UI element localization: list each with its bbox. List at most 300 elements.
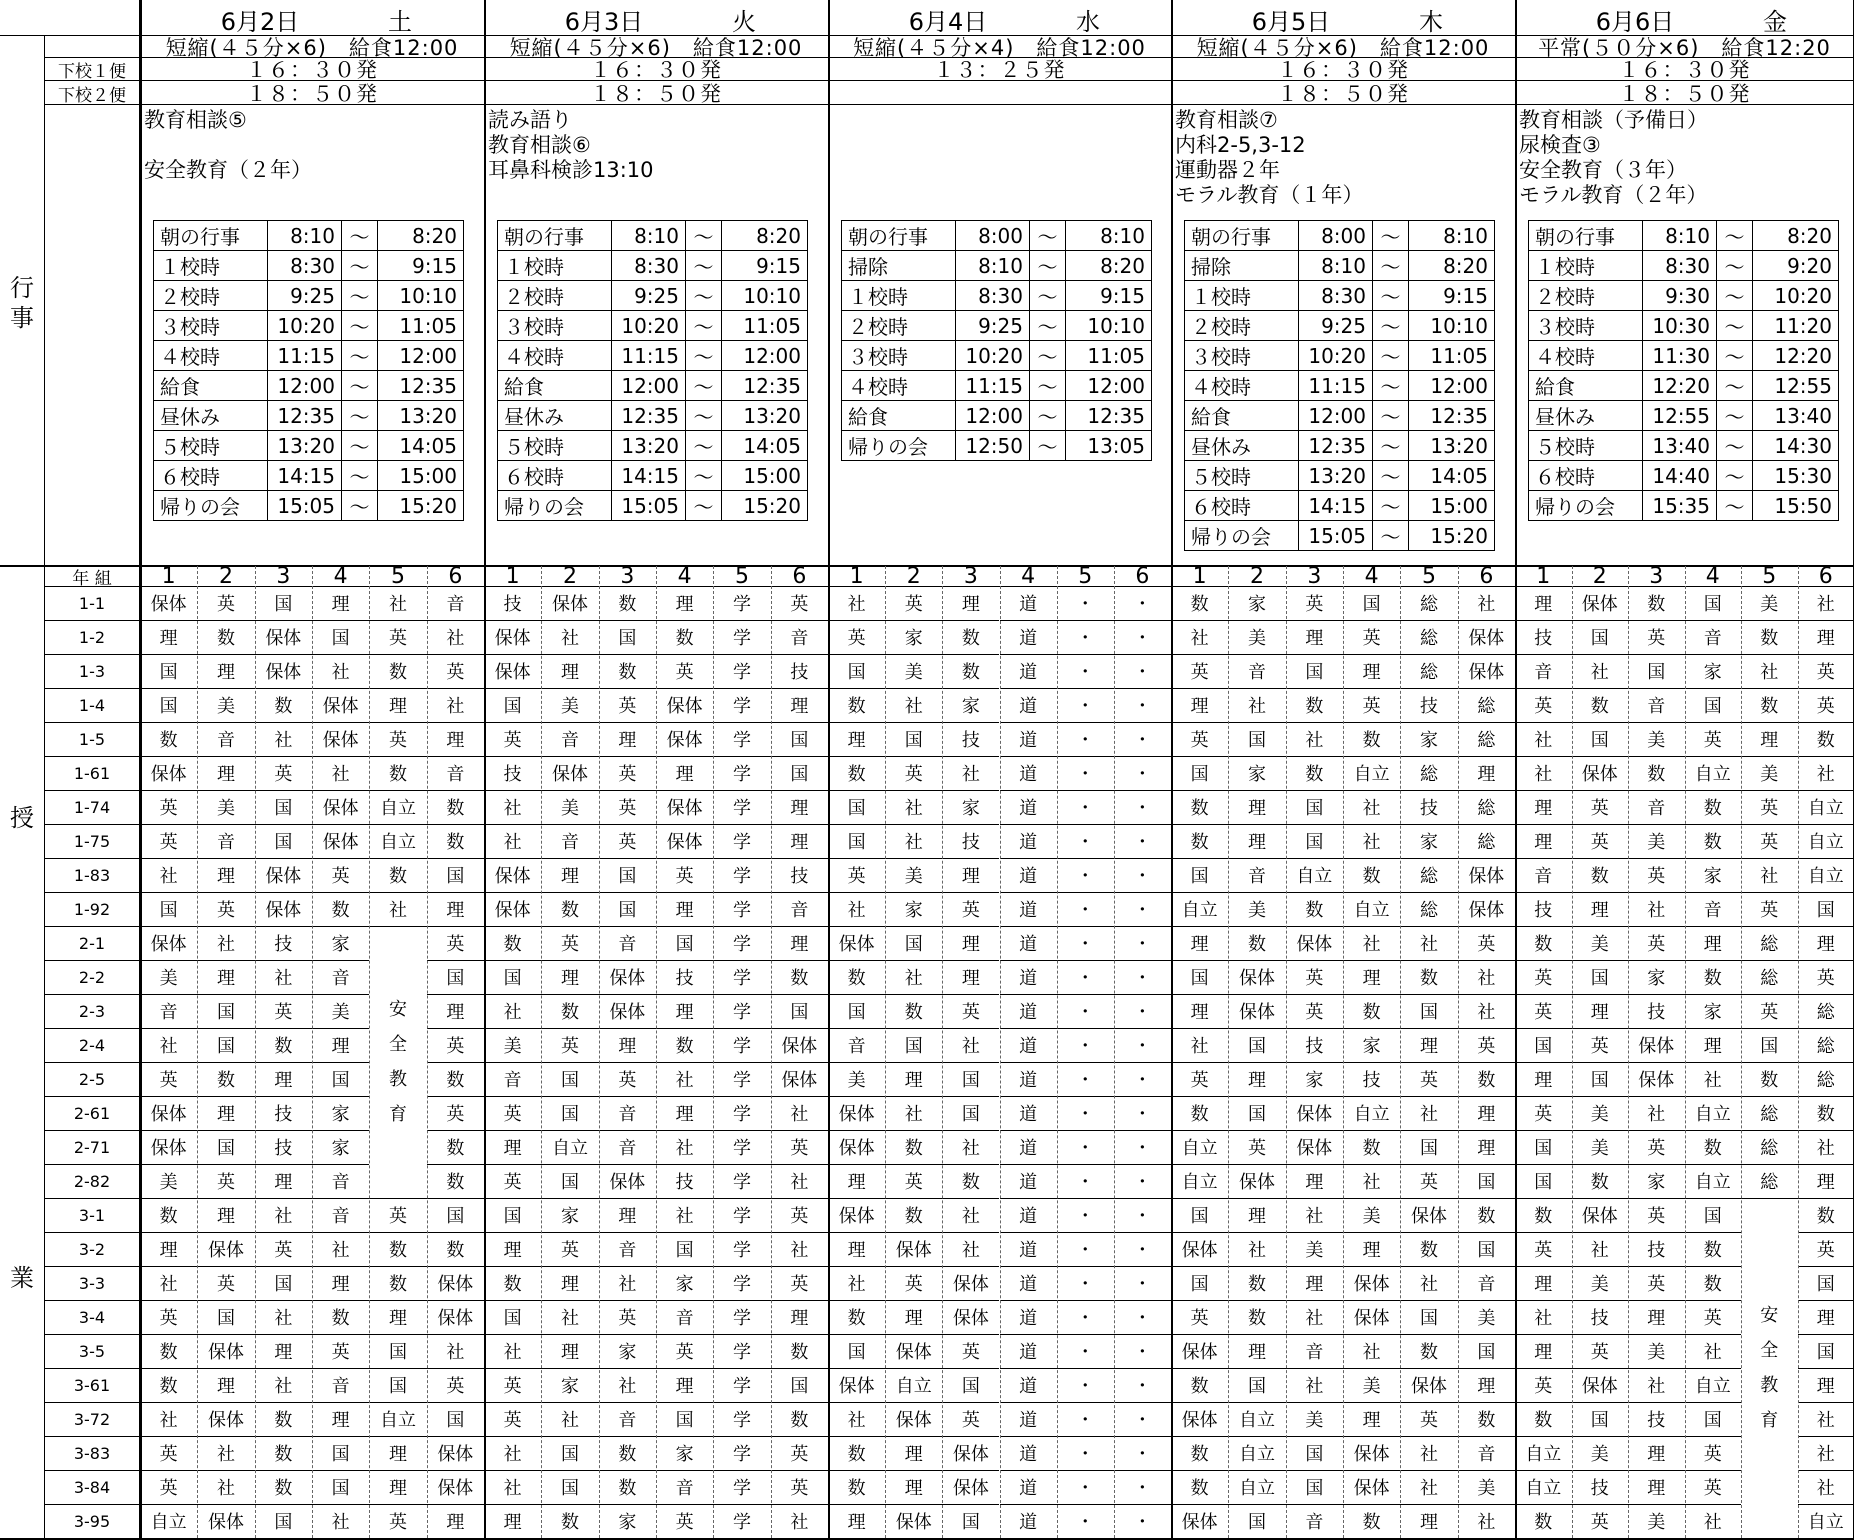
subject-cell: 数 xyxy=(484,926,541,960)
subject-cell: 国 xyxy=(1798,1334,1854,1368)
subject-cell: 保体 xyxy=(312,790,369,824)
h-rule xyxy=(140,1198,197,1199)
h-rule xyxy=(1171,756,1228,757)
subject-cell: ・ xyxy=(1114,1096,1171,1130)
subject-cell: 国 xyxy=(1515,1028,1572,1062)
h-rule xyxy=(599,1470,656,1471)
h-rule xyxy=(1458,1334,1515,1335)
subject-cell: 社 xyxy=(255,722,312,756)
h-rule xyxy=(771,722,828,723)
subject-cell: 音 xyxy=(1685,620,1742,654)
schedule-end: 13:20 xyxy=(722,401,808,431)
subject-cell: 国 xyxy=(369,1334,426,1368)
h-rule xyxy=(1343,1232,1400,1233)
subject-cell: 社 xyxy=(1228,1232,1285,1266)
schedule-end: 14:05 xyxy=(722,431,808,461)
subject-cell: 保体 xyxy=(140,1130,197,1164)
h-rule xyxy=(713,1504,770,1505)
subject-cell: 数 xyxy=(1343,722,1400,756)
subject-cell: 国 xyxy=(1171,960,1228,994)
subject-cell: 美 xyxy=(1343,1198,1400,1232)
h-rule xyxy=(1171,620,1228,621)
h-rule xyxy=(312,654,369,655)
day-bus-1: １６：３０発 xyxy=(484,58,828,80)
subject-cell: 社 xyxy=(1400,1436,1457,1470)
h-rule xyxy=(0,565,1854,567)
subject-cell: 英 xyxy=(541,1232,598,1266)
h-rule xyxy=(1798,1232,1854,1233)
period-header: 1 xyxy=(828,566,885,586)
h-rule xyxy=(1515,790,1572,791)
h-rule xyxy=(1114,824,1171,825)
schedule-end: 13:05 xyxy=(1066,431,1152,461)
subject-cell: 美 xyxy=(828,1062,885,1096)
schedule-start: 8:30 xyxy=(1643,251,1717,281)
h-rule xyxy=(1286,688,1343,689)
h-rule xyxy=(541,790,598,791)
h-rule xyxy=(656,1164,713,1165)
h-rule xyxy=(885,1232,942,1233)
subject-cell: 理 xyxy=(1515,586,1572,620)
schedule-label: 給食 xyxy=(1185,401,1299,431)
schedule-label: 帰りの会 xyxy=(842,431,956,461)
subject-cell: 数 xyxy=(1458,1402,1515,1436)
class-label: 2-5 xyxy=(45,1062,139,1096)
h-rule xyxy=(1228,790,1285,791)
h-rule xyxy=(1628,688,1685,689)
schedule-tilde: 〜 xyxy=(342,491,378,521)
class-label: 1-2 xyxy=(45,620,139,654)
schedule-tilde: 〜 xyxy=(686,371,722,401)
h-rule xyxy=(44,1028,139,1029)
h-rule xyxy=(1515,824,1572,825)
h-rule xyxy=(197,1470,254,1471)
subject-cell: 英 xyxy=(599,1300,656,1334)
subject-cell: 英 xyxy=(140,790,197,824)
subject-cell: 技 xyxy=(1400,790,1457,824)
subject-cell: 保体 xyxy=(656,824,713,858)
subject-cell: ・ xyxy=(1057,1232,1114,1266)
h-rule xyxy=(1628,1334,1685,1335)
h-rule xyxy=(369,824,426,825)
subject-cell: 技 xyxy=(942,824,999,858)
h-rule xyxy=(828,756,885,757)
h-rule xyxy=(1798,824,1854,825)
subject-cell: 理 xyxy=(828,1164,885,1198)
schedule-start: 12:00 xyxy=(1299,401,1373,431)
subject-cell: 理 xyxy=(541,960,598,994)
subject-cell: 自立 xyxy=(1798,790,1854,824)
schedule-row xyxy=(842,281,1152,311)
h-rule xyxy=(541,824,598,825)
class-label: 1-83 xyxy=(45,858,139,892)
subject-cell: 保体 xyxy=(255,620,312,654)
subject-cell: 理 xyxy=(1343,654,1400,688)
h-rule xyxy=(140,892,197,893)
h-rule xyxy=(1400,858,1457,859)
h-rule xyxy=(828,1436,885,1437)
schedule-label: １校時 xyxy=(1529,251,1643,281)
v-rule xyxy=(541,566,542,1538)
subject-cell: 音 xyxy=(541,722,598,756)
class-label: 2-61 xyxy=(45,1096,139,1130)
h-rule xyxy=(885,1436,942,1437)
period-header: 3 xyxy=(255,566,312,586)
subject-cell: 道 xyxy=(1000,892,1057,926)
subject-cell: 数 xyxy=(828,1300,885,1334)
subject-cell: 英 xyxy=(885,1266,942,1300)
h-rule xyxy=(140,1130,197,1131)
subject-cell: 美 xyxy=(1741,586,1798,620)
h-rule xyxy=(1458,722,1515,723)
h-rule xyxy=(599,1198,656,1199)
schedule-label: 給食 xyxy=(1529,371,1643,401)
h-rule xyxy=(1343,1130,1400,1131)
subject-cell: 音 xyxy=(1515,654,1572,688)
h-rule xyxy=(1114,960,1171,961)
schedule-end: 15:20 xyxy=(378,491,464,521)
v-rule xyxy=(255,566,256,1538)
subject-cell: 数 xyxy=(1171,1368,1228,1402)
schedule-tilde: 〜 xyxy=(342,371,378,401)
h-rule xyxy=(197,722,254,723)
h-rule xyxy=(541,1436,598,1437)
h-rule xyxy=(1741,892,1798,893)
h-rule xyxy=(1000,688,1057,689)
subject-cell: 理 xyxy=(1798,620,1854,654)
subject-cell: 家 xyxy=(656,1436,713,1470)
subject-cell: 国 xyxy=(484,1300,541,1334)
h-rule xyxy=(427,1504,484,1505)
h-rule xyxy=(1458,994,1515,995)
h-rule xyxy=(312,1028,369,1029)
h-rule xyxy=(197,1300,254,1301)
h-rule xyxy=(1515,892,1572,893)
schedule-label: 給食 xyxy=(154,371,268,401)
subject-cell: 家 xyxy=(942,688,999,722)
subject-cell: 社 xyxy=(885,960,942,994)
h-rule xyxy=(1515,1232,1572,1233)
subject-cell: 数 xyxy=(1286,892,1343,926)
subject-cell: 理 xyxy=(942,926,999,960)
h-rule xyxy=(771,1402,828,1403)
subject-cell: 英 xyxy=(1400,1164,1457,1198)
subject-cell: 国 xyxy=(599,892,656,926)
h-rule xyxy=(312,1062,369,1063)
subject-cell: 数 xyxy=(369,1232,426,1266)
subject-cell: 自立 xyxy=(1798,824,1854,858)
h-rule xyxy=(828,892,885,893)
subject-cell: 数 xyxy=(427,1062,484,1096)
h-rule xyxy=(484,892,541,893)
h-rule xyxy=(484,654,541,655)
h-rule xyxy=(828,1232,885,1233)
subject-cell: 総 xyxy=(1400,756,1457,790)
h-rule xyxy=(1400,688,1457,689)
subject-cell: 国 xyxy=(1400,994,1457,1028)
h-rule xyxy=(771,1096,828,1097)
safety-education-char: 教 xyxy=(1760,1368,1778,1403)
schedule-end: 12:00 xyxy=(1409,371,1495,401)
subject-cell: 美 xyxy=(1628,722,1685,756)
schedule-start: 8:30 xyxy=(612,251,686,281)
h-rule xyxy=(255,858,312,859)
h-rule xyxy=(1000,926,1057,927)
subject-cell: 総 xyxy=(1798,994,1854,1028)
subject-cell: 保体 xyxy=(1286,1096,1343,1130)
subject-cell: 技 xyxy=(255,1130,312,1164)
schedule-row xyxy=(1185,311,1495,341)
subject-cell: 自立 xyxy=(1343,756,1400,790)
day-mode: 平常(５０分×6) 給食12:20 xyxy=(1515,36,1854,58)
subject-cell: 理 xyxy=(1228,1062,1285,1096)
h-rule xyxy=(1458,1300,1515,1301)
subject-cell: 理 xyxy=(541,1334,598,1368)
subject-cell: 英 xyxy=(197,1164,254,1198)
subject-cell: 数 xyxy=(1400,1232,1457,1266)
day-bus-1: １６：３０発 xyxy=(1171,58,1515,80)
subject-cell: 数 xyxy=(1458,1198,1515,1232)
h-rule xyxy=(1685,722,1742,723)
day-mode: 短縮(４５分×4) 給食12:00 xyxy=(828,36,1171,58)
h-rule xyxy=(1171,1130,1228,1131)
h-rule xyxy=(1171,994,1228,995)
subject-cell: 国 xyxy=(1343,586,1400,620)
day-date: 6月5日 xyxy=(1231,4,1351,34)
class-label: 1-3 xyxy=(45,654,139,688)
h-rule xyxy=(197,1198,254,1199)
h-rule xyxy=(1114,1096,1171,1097)
schedule-label: ３校時 xyxy=(1529,311,1643,341)
subject-cell: ・ xyxy=(1057,1062,1114,1096)
subject-cell: 英 xyxy=(1628,1198,1685,1232)
h-rule xyxy=(484,1062,541,1063)
h-rule xyxy=(656,1470,713,1471)
subject-cell: 理 xyxy=(1458,1368,1515,1402)
subject-cell: 理 xyxy=(1171,926,1228,960)
subject-cell: 家 xyxy=(1685,858,1742,892)
subject-cell: 英 xyxy=(1741,892,1798,926)
subject-cell: 国 xyxy=(1400,1300,1457,1334)
schedule-row xyxy=(1529,251,1839,281)
h-rule xyxy=(1057,756,1114,757)
h-rule xyxy=(312,790,369,791)
h-rule xyxy=(885,1266,942,1267)
subject-cell: 国 xyxy=(541,1062,598,1096)
subject-cell: 社 xyxy=(197,1470,254,1504)
h-rule xyxy=(1114,858,1171,859)
subject-cell: 国 xyxy=(1572,1402,1629,1436)
subject-cell: 理 xyxy=(1798,1368,1854,1402)
period-header: 4 xyxy=(1000,566,1057,586)
subject-cell: 社 xyxy=(1572,654,1629,688)
safety-education-char: 育 xyxy=(1760,1403,1778,1438)
period-header: 1 xyxy=(484,566,541,586)
subject-cell: 学 xyxy=(713,1062,770,1096)
h-rule xyxy=(1685,756,1742,757)
h-rule xyxy=(713,722,770,723)
subject-cell: 理 xyxy=(312,586,369,620)
subject-cell: 社 xyxy=(771,1504,828,1538)
h-rule xyxy=(1057,824,1114,825)
subject-cell: 英 xyxy=(771,1436,828,1470)
schedule-label: ３校時 xyxy=(1185,341,1299,371)
h-rule xyxy=(942,1266,999,1267)
h-rule xyxy=(599,1504,656,1505)
day-mode: 短縮(４５分×6) 給食12:00 xyxy=(484,36,828,58)
subject-cell: 英 xyxy=(1343,688,1400,722)
h-rule xyxy=(1000,960,1057,961)
h-rule xyxy=(1400,960,1457,961)
subject-cell: 保体 xyxy=(1458,858,1515,892)
h-rule xyxy=(656,824,713,825)
h-rule xyxy=(599,858,656,859)
subject-cell: 美 xyxy=(1286,1232,1343,1266)
subject-cell: 国 xyxy=(1628,654,1685,688)
subject-cell: 音 xyxy=(599,1096,656,1130)
schedule-label: ６校時 xyxy=(498,461,612,491)
subject-cell: 社 xyxy=(1458,586,1515,620)
subject-cell: 英 xyxy=(484,1096,541,1130)
h-rule xyxy=(885,1062,942,1063)
subject-cell: 理 xyxy=(369,1436,426,1470)
schedule-row xyxy=(1185,491,1495,521)
h-rule xyxy=(197,1334,254,1335)
h-rule xyxy=(312,620,369,621)
subject-cell: 保体 xyxy=(1286,926,1343,960)
h-rule xyxy=(1515,1028,1572,1029)
subject-cell: 理 xyxy=(427,994,484,1028)
subject-cell: 社 xyxy=(1798,1470,1854,1504)
subject-cell: 技 xyxy=(484,756,541,790)
subject-cell: 国 xyxy=(1798,1266,1854,1300)
subject-cell: 社 xyxy=(1685,1504,1742,1538)
subject-cell: 技 xyxy=(484,586,541,620)
schedule-end: 15:20 xyxy=(1409,521,1495,551)
subject-cell: 保体 xyxy=(828,926,885,960)
h-rule xyxy=(1741,824,1798,825)
subject-cell: 保体 xyxy=(312,688,369,722)
h-rule xyxy=(1628,994,1685,995)
subject-cell: 自立 xyxy=(1343,892,1400,926)
h-rule xyxy=(427,1232,484,1233)
h-rule xyxy=(312,1266,369,1267)
subject-cell: 学 xyxy=(713,688,770,722)
h-rule xyxy=(771,1232,828,1233)
h-rule xyxy=(44,104,1854,105)
h-rule xyxy=(1572,688,1629,689)
h-rule xyxy=(44,824,139,825)
h-rule xyxy=(1628,1368,1685,1369)
subject-cell: 保体 xyxy=(656,688,713,722)
h-rule xyxy=(1286,1028,1343,1029)
h-rule xyxy=(828,1096,885,1097)
schedule-label: ２校時 xyxy=(154,281,268,311)
subject-cell: 理 xyxy=(1228,1198,1285,1232)
subject-cell: 道 xyxy=(1000,756,1057,790)
schedule-label: ２校時 xyxy=(498,281,612,311)
subject-cell: 英 xyxy=(771,1130,828,1164)
subject-cell: ・ xyxy=(1114,1130,1171,1164)
schedule-label: ３校時 xyxy=(154,311,268,341)
subject-cell: ・ xyxy=(1057,1130,1114,1164)
h-rule xyxy=(1515,994,1572,995)
h-rule xyxy=(713,1198,770,1199)
h-rule xyxy=(427,654,484,655)
subject-cell: 保体 xyxy=(828,1096,885,1130)
schedule-tilde: 〜 xyxy=(686,491,722,521)
subject-cell: 社 xyxy=(1343,1164,1400,1198)
schedule-label: ３校時 xyxy=(498,311,612,341)
h-rule xyxy=(1343,1504,1400,1505)
subject-cell: 英 xyxy=(656,858,713,892)
subject-cell: 技 xyxy=(1628,994,1685,1028)
subject-cell: 国 xyxy=(656,1232,713,1266)
schedule-row xyxy=(1529,281,1839,311)
subject-cell: 英 xyxy=(427,1368,484,1402)
subject-cell: 保体 xyxy=(255,892,312,926)
subject-cell: 理 xyxy=(885,1470,942,1504)
h-rule xyxy=(1171,1470,1228,1471)
subject-cell: 保体 xyxy=(1171,1232,1228,1266)
h-rule xyxy=(1286,654,1343,655)
h-rule xyxy=(1458,1470,1515,1471)
class-label: 2-4 xyxy=(45,1028,139,1062)
h-rule xyxy=(1685,960,1742,961)
h-rule xyxy=(885,1504,942,1505)
subject-cell: ・ xyxy=(1057,994,1114,1028)
h-rule xyxy=(484,1436,541,1437)
h-rule xyxy=(255,756,312,757)
subject-cell: ・ xyxy=(1114,1164,1171,1198)
subject-cell: 国 xyxy=(828,1334,885,1368)
subject-cell: 数 xyxy=(885,1198,942,1232)
day-weekday: 木 xyxy=(1391,4,1471,34)
h-rule xyxy=(828,688,885,689)
schedule-tilde: 〜 xyxy=(342,311,378,341)
v-rule xyxy=(1685,566,1686,1538)
schedule-label: １校時 xyxy=(498,251,612,281)
subject-cell: 学 xyxy=(713,1470,770,1504)
h-rule xyxy=(140,1504,197,1505)
h-rule xyxy=(599,1164,656,1165)
h-rule xyxy=(656,1198,713,1199)
class-label: 2-1 xyxy=(45,926,139,960)
subject-cell: 英 xyxy=(484,722,541,756)
subject-cell: 学 xyxy=(713,1504,770,1538)
schedule-row xyxy=(1185,431,1495,461)
h-rule xyxy=(942,1164,999,1165)
h-rule xyxy=(427,790,484,791)
h-rule xyxy=(1057,994,1114,995)
schedule-end: 10:10 xyxy=(1409,311,1495,341)
subject-cell: 数 xyxy=(140,1198,197,1232)
subject-cell: 社 xyxy=(1798,1402,1854,1436)
h-rule xyxy=(599,1402,656,1403)
h-rule xyxy=(140,824,197,825)
h-rule xyxy=(1000,1232,1057,1233)
h-rule xyxy=(942,1368,999,1369)
h-rule xyxy=(1343,654,1400,655)
schedule-end: 10:10 xyxy=(722,281,808,311)
h-rule xyxy=(1171,654,1228,655)
subject-cell: 国 xyxy=(1458,1334,1515,1368)
h-rule xyxy=(255,1402,312,1403)
h-rule xyxy=(427,1130,484,1131)
period-header: 1 xyxy=(1171,566,1228,586)
subject-cell: 自立 xyxy=(1171,1164,1228,1198)
subject-cell: 理 xyxy=(255,1062,312,1096)
